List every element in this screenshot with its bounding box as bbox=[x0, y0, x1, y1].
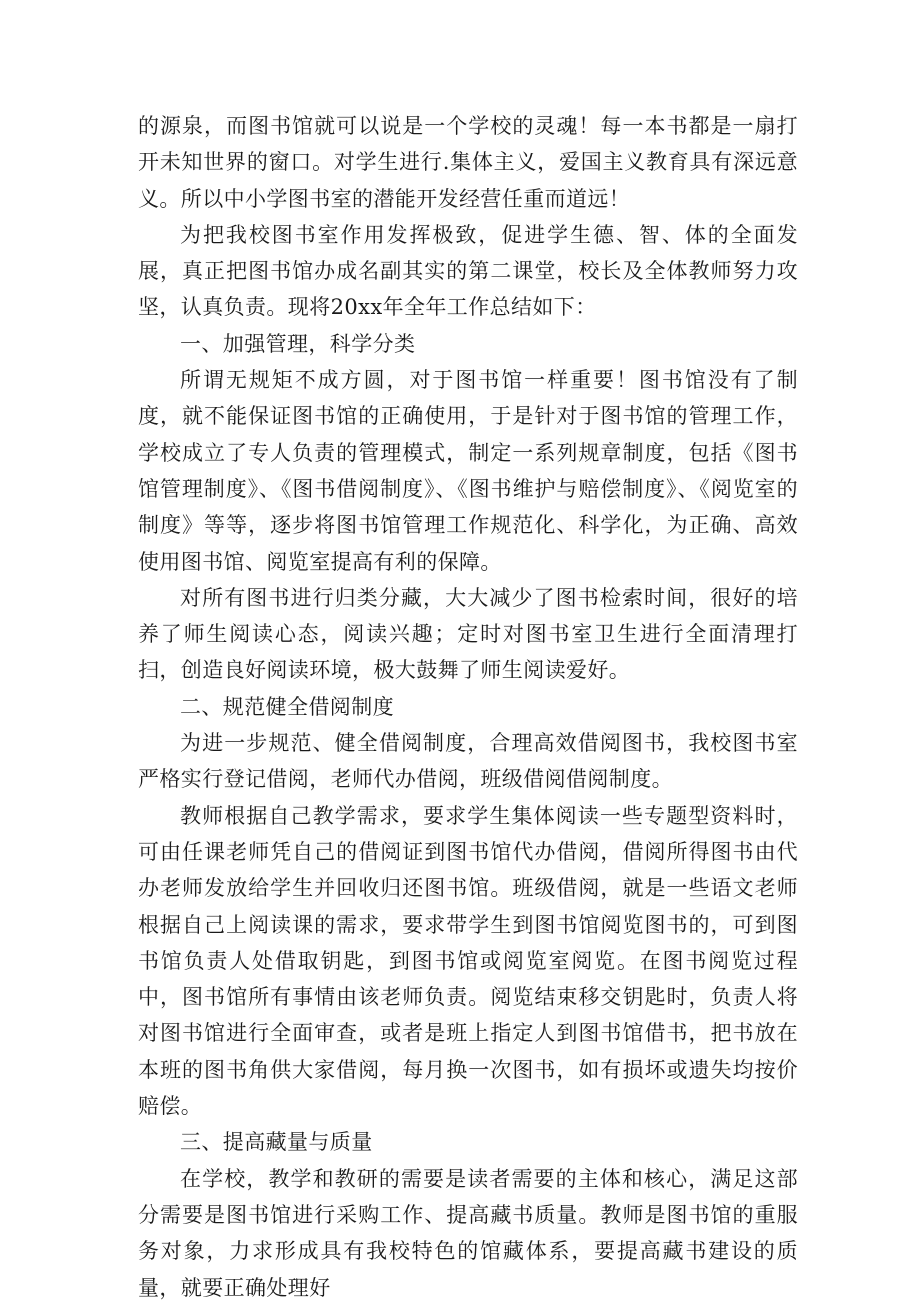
paragraph-4: 对所有图书进行归类分藏，大大减少了图书检索时间，很好的培养了师生阅读心态，阅读兴趣；定时对图书室卫生进行全面清理打扫，创造良好阅读环境，极大鼓舞了师生阅读爱好。 bbox=[138, 585, 798, 683]
section-heading-1: 一、加强管理，科学分类 bbox=[180, 331, 416, 356]
paragraph-2: 为把我校图书室作用发挥极致，促进学生德、智、体的全面发展，真正把图书馆办成名副其实的第二课堂，校长及全体教师努力攻坚，认真负责。现将20xx年全年工作总结如下： bbox=[138, 222, 798, 320]
paragraph-5: 为进一步规范、健全借阅制度，合理高效借阅图书，我校图书室严格实行登记借阅，老师代办借阅，班级借阅借阅制度。 bbox=[138, 731, 798, 792]
paragraph-7: 在学校，教学和教研的需要是读者需要的主体和核心，满足这部分需要是图书馆进行采购工作、提高藏书质量。教师是图书馆的重服务对象，力求形成具有我校特色的馆藏体系，要提高藏书建设的质量，就要正确处理好 bbox=[138, 1166, 798, 1300]
paragraph-1: 的源泉，而图书馆就可以说是一个学校的灵魂！每一本书都是一扇打开未知世界的窗口。对学生进行.集体主义，爱国主义教育具有深远意义。所以中小学图书室的潜能开发经营任重而道远！ bbox=[138, 114, 798, 211]
section-heading-2: 二、规范健全借阅制度 bbox=[180, 694, 394, 719]
section-heading-3: 三、提高藏量与质量 bbox=[180, 1130, 373, 1155]
paragraph-6: 教师根据自己教学需求，要求学生集体阅读一些专题型资料时，可由任课老师凭自己的借阅证到图书馆代办借阅，借阅所得图书由代办老师发放给学生并回收归还图书馆。班级借阅，就是一些语文老师根据自己上阅读课的需求，要求带学生到图书馆阅览图书的，可到图书馆负责人处借取钥匙，到图书馆或阅览室阅览。在图书阅览过程中，图书馆所有事情由该老师负责。阅览结束移交钥匙时，负责人将对图书馆进行全面审查，或者是班上指定人到图书馆借书，把书放在本班的图书角供大家借阅，每月换一次图书，如有损坏或遗失均按价赔偿。 bbox=[138, 803, 798, 1119]
paragraph-3: 所谓无规矩不成方圆，对于图书馆一样重要！图书馆没有了制度，就不能保证图书馆的正确使用，于是针对于图书馆的管理工作，学校成立了专人负责的管理模式，制定一系列规章制度，包括《图书馆管理制度》、《图书借阅制度》、《图书维护与赔偿制度》、《阅览室的制度》等等，逐步将图书馆管理工作规范化、科学化，为正确、高效使用图书馆、阅览室提高有利的保障。 bbox=[138, 368, 798, 574]
document-body bbox=[138, 108, 798, 1306]
